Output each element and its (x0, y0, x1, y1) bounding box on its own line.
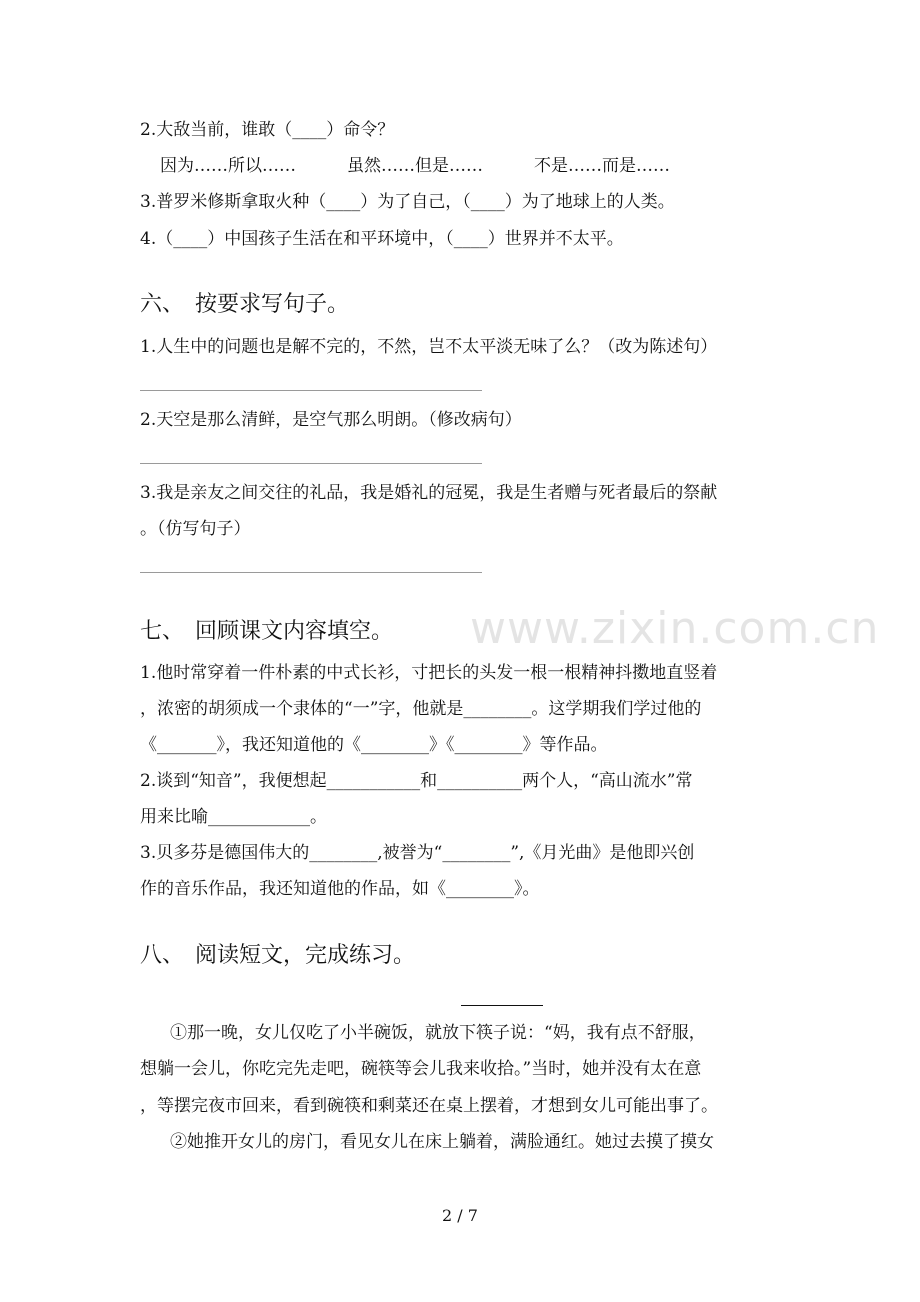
section-8-heading: 八、 阅读短文，完成练习。 (140, 943, 416, 968)
section-6-heading: 六、 按要求写句子。 (140, 292, 350, 317)
section-7-q1-line1: 1.他时常穿着一件朴素的中式长衫，寸把长的头发一根一根精神抖擞地直竖着 (140, 663, 718, 683)
passage-title-blank (461, 1005, 543, 1006)
section-6-q1: 1.人生中的问题也是解不完的，不然，岂不太平淡无味了么？（改为陈述句） (140, 337, 718, 357)
section-7-q2-line1: 2.谈到“知音”，我便想起___________和__________两个人，“高山流水”常 (140, 771, 693, 791)
section-7-q2-line2: 用来比喻____________。 (140, 807, 327, 827)
section-7-q3-line1: 3.贝多芬是德国伟大的________,被誉为“________”,《月光曲》是他即兴创 (140, 843, 695, 863)
watermark: www.zixin.com.cn (470, 603, 880, 654)
answer-line-1 (140, 390, 482, 391)
page-number: 2 / 7 (442, 1206, 478, 1225)
section-7-q1-line3: 《_______》，我还知道他的《________》《________》等作品。 (140, 735, 608, 755)
section-7-q3-line2: 作的音乐作品，我还知道他的作品，如《________》。 (140, 879, 540, 899)
passage-p1-line2: 想躺一会儿，你吃完先走吧，碗筷等会儿我来收拾。”当时，她并没有太在意 (140, 1059, 702, 1079)
section-6-q3-line2: 。（仿写句子） (140, 519, 251, 539)
passage-p1-line3: ，等摆完夜市回来，看到碗筷和剩菜还在桌上摆着，才想到女儿可能出事了。 (140, 1096, 718, 1116)
section-7-heading: 七、 回顾课文内容填空。 (140, 619, 394, 644)
answer-line-2 (140, 463, 482, 464)
section-7-q1-line2: ，浓密的胡须成一个隶体的“一”字，他就是________。这学期我们学过他的 (140, 699, 702, 719)
section-6-q3-line1: 3.我是亲友之间交往的礼品，我是婚礼的冠冕，我是生者赠与死者最后的祭献 (140, 483, 718, 503)
passage-p1-line1: ①那一晚，女儿仅吃了小半碗饭，就放下筷子说：“妈，我有点不舒服， (170, 1023, 706, 1043)
section-6-q2: 2.天空是那么清鲜，是空气那么明朗。（修改病句） (140, 410, 522, 430)
question-4: 4.（____）中国孩子生活在和平环境中，（____）世界并不太平。 (140, 229, 624, 249)
conjunction-options: 因为……所以…… 虽然……但是…… 不是……而是…… (160, 156, 670, 176)
question-3: 3.普罗米修斯拿取火种（____）为了自己，（____）为了地球上的人类。 (140, 192, 675, 212)
answer-line-3 (140, 572, 482, 573)
passage-p2-line1: ②她推开女儿的房门，看见女儿在床上躺着，满脸通红。她过去摸了摸女 (170, 1132, 714, 1152)
question-2: 2.大敌当前，谁敢（____）命令？ (140, 120, 395, 140)
